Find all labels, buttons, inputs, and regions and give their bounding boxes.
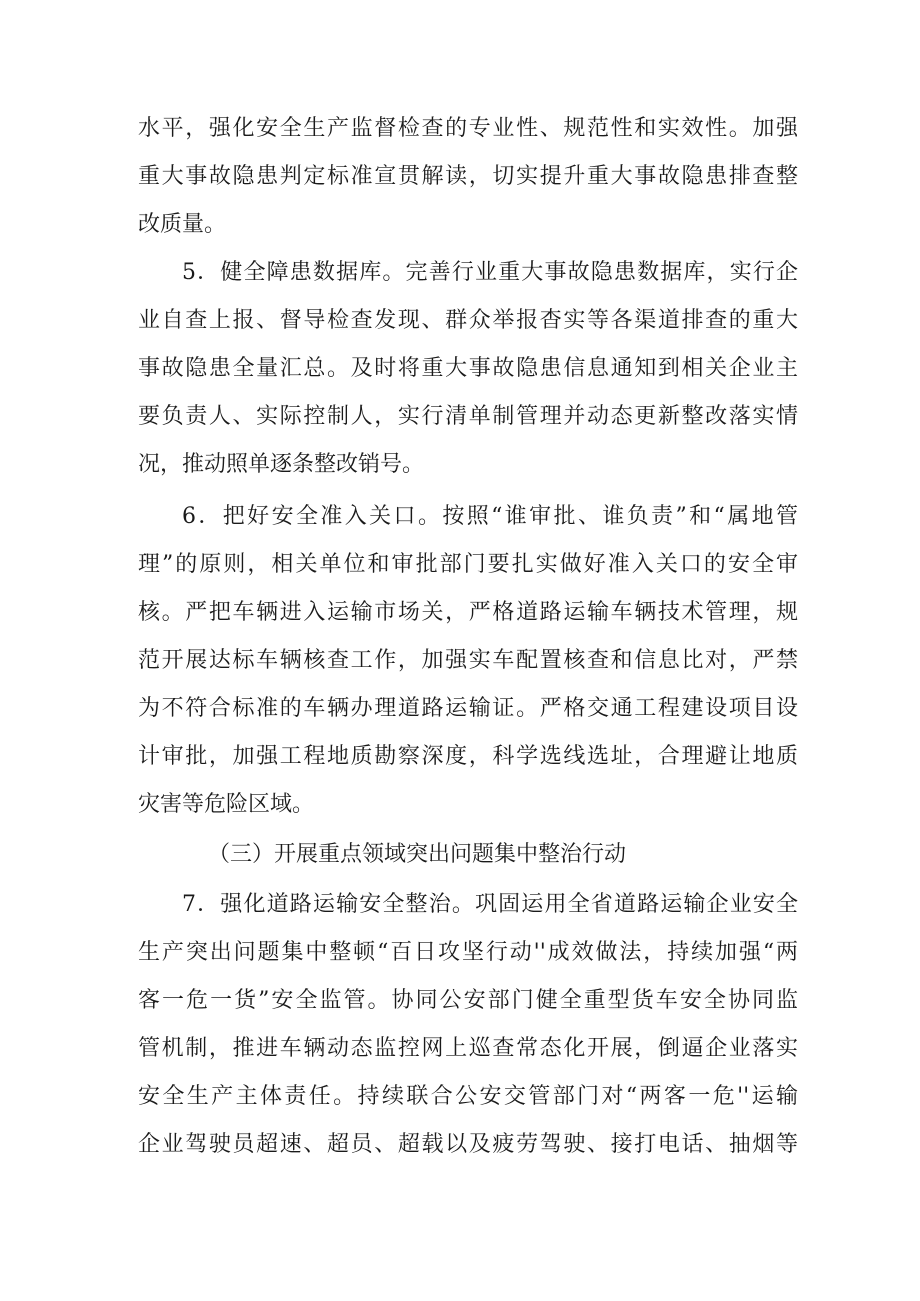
- paragraph-line: 计审批，加强工程地质勘察深度，科学选线选址，合理避让地质: [138, 744, 798, 769]
- paragraph-line: 范开展达标车辆核查工作，加强实车配置核查和信息比对，严禁: [138, 648, 798, 673]
- paragraph-line: 事故隐患全量汇总。及时将重大事故隐患信息通知到相关企业主: [138, 356, 798, 381]
- paragraph-line: 企业驾驶员超速、超员、超载以及疲劳驾驶、接打电话、抽烟等: [138, 1132, 798, 1157]
- paragraph-line: 核。严把车辆进入运输市场关，严格道路运输车辆技术管理，规: [138, 600, 798, 625]
- item-7-heading-line: 7．强化道路运输安全整治。巩固运用全省道路运输企业安全: [182, 892, 798, 917]
- paragraph-line: 况，推动照单逐条整改销号。: [138, 452, 425, 477]
- paragraph-line: 理”的原则，相关单位和审批部门要扎实做好准入关口的安全审: [138, 552, 798, 577]
- paragraph-line: 生产突出问题集中整顿“百日攻坚行动''成效做法，持续加强“两: [138, 940, 798, 965]
- paragraph-line: 重大事故隐患判定标准宣贯解读，切实提升重大事故隐患排查整: [138, 164, 798, 189]
- paragraph-line: 客一危一货”安全监管。协同公安部门健全重型货车安全协同监: [138, 988, 798, 1013]
- paragraph-line: 灾害等危险区域。: [138, 792, 315, 817]
- paragraph-line: 要负责人、实际控制人，实行清单制管理并动态更新整改落实情: [138, 404, 798, 429]
- paragraph-line: 业自查上报、督导检查发现、群众举报杳实等各渠道排查的重大: [138, 308, 798, 333]
- paragraph-line: 为不符合标准的车辆办理道路运输证。严格交通工程建设项目设: [138, 696, 798, 721]
- paragraph-line: 安全生产主体责任。持续联合公安交管部门对“两客一危''运输: [138, 1084, 798, 1109]
- item-5-heading-line: 5．健全障患数据库。完善行业重大事故隐患数据库，实行企: [182, 260, 798, 285]
- paragraph-line: 改质量。: [138, 212, 227, 237]
- section-heading: （三）开展重点领域突出问题集中整治行动: [208, 842, 627, 867]
- item-6-heading-line: 6．把好安全准入关口。按照“谁审批、谁负责”和“属地管: [182, 504, 798, 529]
- paragraph-line: 水平，强化安全生产监督检查的专业性、规范性和实效性。加强: [138, 116, 798, 141]
- paragraph-line: 管机制，推进车辆动态监控网上巡查常态化开展，倒逼企业落实: [138, 1036, 798, 1061]
